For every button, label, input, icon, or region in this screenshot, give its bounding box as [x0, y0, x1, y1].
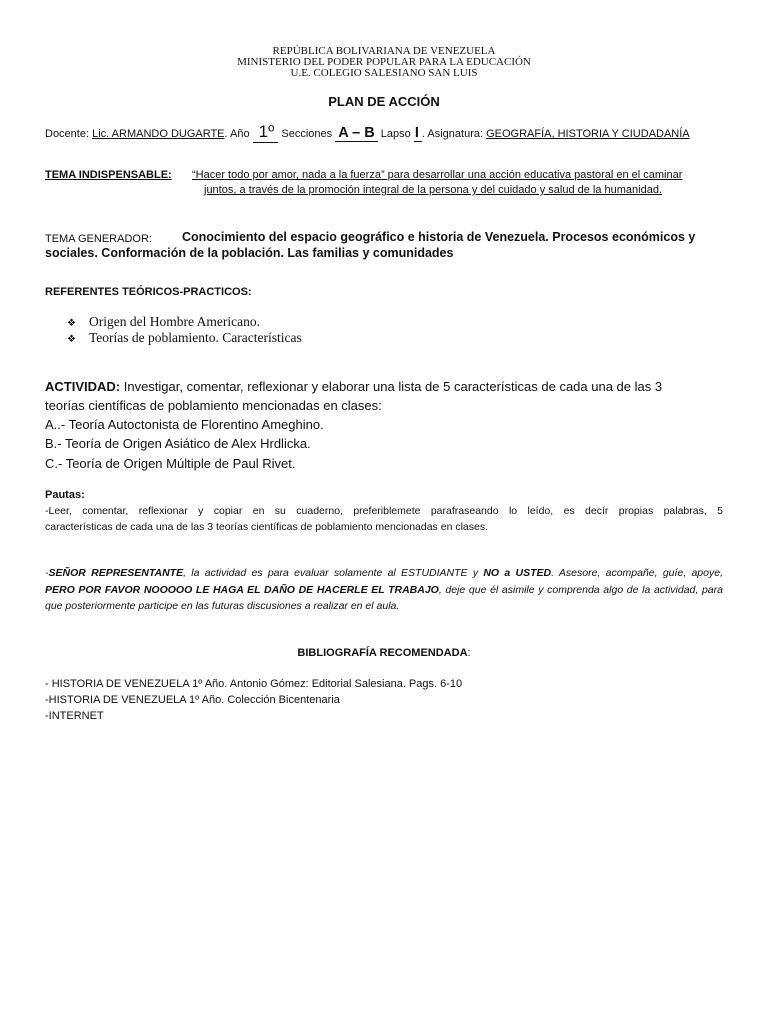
- actividad-line-1: ACTIVIDAD: Investigar, comentar, reflexionar y elaborar una lista de 5 características de cada una de las 3: [45, 379, 663, 394]
- tema-generador-line-1: Conocimiento del espacio geográfico e historia de Venezuela. Procesos económicos y: [182, 230, 696, 244]
- tema-indispensable-label: TEMA INDISPENSABLE:: [45, 169, 172, 181]
- actividad-item-b: B.- Teoría de Origen Asiático de Alex Hrdlicka.: [45, 436, 311, 451]
- bibliografia-item-1: - HISTORIA DE VENEZUELA 1º Año. Antonio Gómez: Editorial Salesiana. Pags. 6-10: [45, 678, 463, 690]
- bibliografia-label: BIBLIOGRAFÍA RECOMENDADA:: [297, 647, 471, 659]
- info-line: [45, 122, 745, 143]
- representante-bold-2: NO a USTED: [483, 567, 552, 579]
- diamond-bullet-icon: ❖: [67, 334, 76, 345]
- docente-value: Lic. ARMANDO DUGARTE: [92, 128, 225, 140]
- header-school: U.E. COLEGIO SALESIANO SAN LUIS: [290, 67, 478, 79]
- representante-line-1: -SEÑOR REPRESENTANTE, la actividad es para evaluar solamente al ESTUDIANTE y NO a USTED. Asesore, acompañe, guíe, apoye,: [45, 567, 723, 579]
- referente-item-1: ❖ Origen del Hombre Americano.: [67, 314, 260, 329]
- pautas-line-2: características de cada una de las 3 teorías científicas de poblamiento mencionadas en clases.: [45, 521, 489, 533]
- actividad-item-a: A..- Teoría Autoctonista de Florentino Ameghino.: [45, 417, 324, 432]
- asignatura-value: GEOGRAFÍA, HISTORIA Y CIUDADANÍA: [486, 128, 690, 140]
- secciones-label: Secciones: [278, 128, 336, 140]
- tema-indispensable-text-2: juntos, a través de la promoción integral de la persona y del cuidado y salud de la humanidad.: [204, 184, 663, 196]
- pautas-line-1: -Leer, comentar, reflexionar y copiar en su cuaderno, preferiblemete parafraseando lo leído, es decír propias palabras, 5: [45, 505, 723, 517]
- anio-label: . Año: [224, 128, 253, 140]
- tema-generador-label: TEMA GENERADOR:: [45, 233, 152, 245]
- lapso-value: I: [414, 125, 422, 142]
- header-ministry-2: MINISTERIO DEL PODER POPULAR PARA LA EDUCACIÓN: [237, 56, 531, 68]
- page-title: PLAN DE ACCIÓN: [328, 94, 440, 109]
- header-ministry-1: REPÚBLICA BOLIVARIANA DE VENEZUELA: [272, 45, 496, 57]
- tema-indispensable-text-1: “Hacer todo por amor, nada a la fuerza” para desarrollar una acción educativa pastoral en el caminar: [192, 169, 683, 181]
- bibliografia-item-3: -INTERNET: [45, 710, 104, 722]
- representante-bold-3: PERO POR FAVOR NOOOOO LE HAGA EL DAÑO DE HACERLE EL TRABAJO: [45, 584, 439, 596]
- bibliografia-item-2: -HISTORIA DE VENEZUELA 1º Año. Colección Bicentenaria: [45, 694, 340, 706]
- representante-line-2: PERO POR FAVOR NOOOOO LE HAGA EL DAÑO DE HACERLE EL TRABAJO, deje que él asimile y comprenda algo de la actividad, para: [45, 584, 723, 596]
- referentes-label: REFERENTES TEÓRICOS-PRACTICOS:: [45, 286, 252, 298]
- actividad-line-2: teorías científicas de poblamiento mencionadas en clases:: [45, 398, 382, 413]
- pautas-label: Pautas:: [45, 489, 85, 501]
- actividad-item-c: C.- Teoría de Origen Múltiple de Paul Rivet.: [45, 456, 296, 471]
- referente-item-2: ❖ Teorías de poblamiento. Características: [67, 330, 302, 345]
- representante-bold-1: SEÑOR REPRESENTANTE: [48, 567, 184, 579]
- secciones-value: A – B: [335, 125, 378, 142]
- actividad-label: ACTIVIDAD:: [45, 379, 121, 394]
- lapso-label: Lapso: [377, 128, 414, 140]
- representante-line-3: que posteriormente participe en las futuras discusiones a realizar en el aula.: [45, 600, 400, 612]
- diamond-bullet-icon: ❖: [67, 318, 76, 329]
- lapso-suffix: . Asignatura:: [421, 128, 487, 140]
- docente-label: Docente:: [45, 128, 93, 140]
- tema-generador-line-2: sociales. Conformación de la población. Las familias y comunidades: [45, 246, 454, 260]
- anio-value: 1º: [253, 122, 279, 143]
